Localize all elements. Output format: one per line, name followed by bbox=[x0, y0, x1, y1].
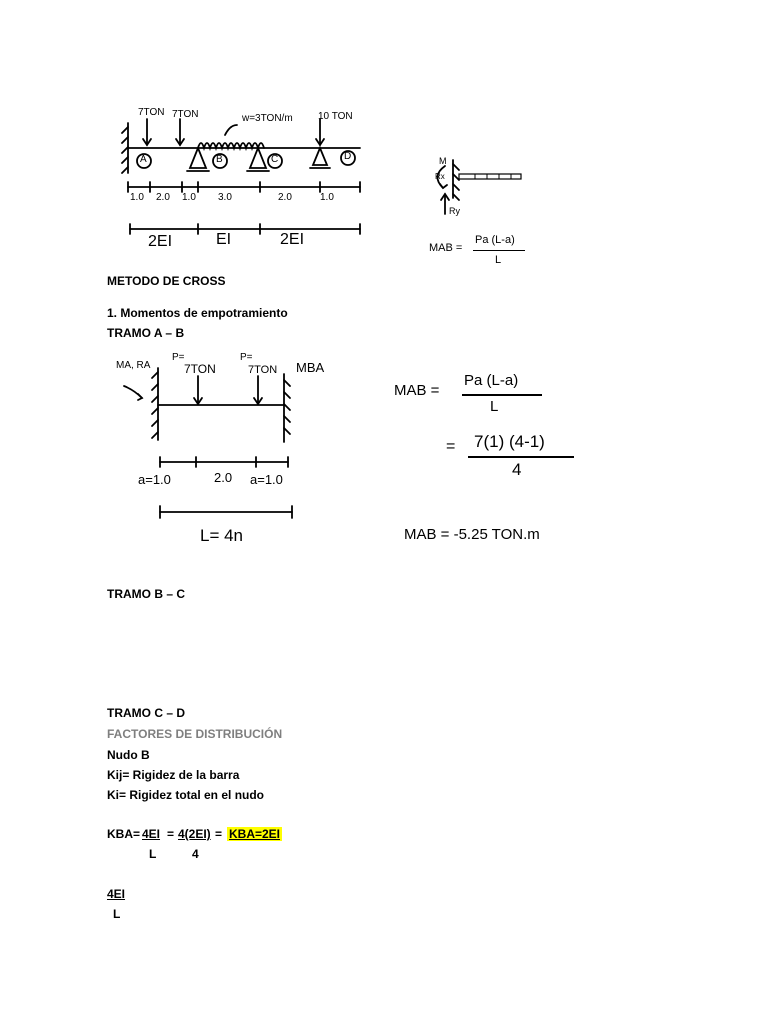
ab-calc-bar1 bbox=[462, 394, 542, 396]
cantilever-sketch bbox=[425, 150, 545, 275]
ab-p1-value: 7TON bbox=[184, 362, 216, 376]
ab-mid: 2.0 bbox=[214, 470, 233, 485]
cantilever-formula-den: L bbox=[495, 254, 502, 266]
cantilever-formula-lhs: MAB = bbox=[429, 242, 463, 254]
stiffness-ab: 2EI bbox=[148, 233, 173, 250]
tramo-ab-sketch bbox=[112, 350, 342, 550]
load-b-label: 7TON bbox=[172, 109, 199, 120]
ab-mab-label: MA, RA bbox=[116, 360, 151, 371]
stiffness-cd: 2EI bbox=[280, 231, 305, 248]
ab-a2: a=1.0 bbox=[250, 472, 283, 487]
kij-definition: Kij= Rigidez de la barra bbox=[107, 768, 240, 782]
kba-lhs: KBA= bbox=[107, 827, 141, 841]
m-label: M bbox=[439, 156, 447, 166]
kba-den2: 4 bbox=[192, 847, 199, 861]
page-heading: METODO DE CROSS bbox=[107, 274, 226, 288]
ab-length: L= 4n bbox=[200, 526, 244, 545]
kba-num1: 4EI bbox=[142, 827, 161, 841]
tramo-cd-heading: TRAMO C – D bbox=[107, 706, 185, 720]
load-w-label: w=3TON/m bbox=[242, 113, 293, 124]
ab-mba-label: MBA bbox=[296, 360, 325, 375]
ab-a1: a=1.0 bbox=[138, 472, 171, 487]
load-d-label: 10 TON bbox=[318, 111, 353, 122]
kba-num2: 4(2EI) bbox=[178, 827, 211, 841]
dim-1: 1.0 bbox=[130, 192, 144, 203]
tramo-ab-heading: TRAMO A – B bbox=[107, 326, 185, 340]
cantilever-fraction-bar bbox=[473, 250, 525, 251]
rx-label: Rx bbox=[435, 172, 445, 181]
dim-3: 1.0 bbox=[182, 192, 196, 203]
ab-calc-den2: 4 bbox=[512, 460, 522, 479]
ab-calc-lhs1: MAB = bbox=[394, 382, 440, 399]
ab-calc-bar2 bbox=[468, 456, 574, 458]
dim-6: 1.0 bbox=[320, 192, 334, 203]
dim-5: 2.0 bbox=[278, 192, 292, 203]
node-c-label: C bbox=[271, 154, 279, 165]
ab-p2-value: 7TON bbox=[248, 364, 278, 376]
kba-eq2: = bbox=[215, 827, 223, 841]
bottom-fraction-num: 4EI bbox=[107, 887, 126, 901]
ry-label: Ry bbox=[449, 206, 460, 216]
node-d-label: D bbox=[344, 151, 352, 162]
cantilever-formula-num: Pa (L-a) bbox=[475, 234, 515, 246]
ab-calc-eq2: = bbox=[446, 438, 456, 455]
node-b-label: B bbox=[216, 154, 223, 165]
kba-result-highlight: KBA=2EI bbox=[229, 827, 281, 841]
ab-calc-num1: Pa (L-a) bbox=[464, 372, 519, 389]
dim-2: 2.0 bbox=[156, 192, 170, 203]
kba-eq1: = bbox=[167, 827, 175, 841]
load-a-label: 7TON bbox=[138, 107, 165, 118]
ab-calc-result: MAB = -5.25 TON.m bbox=[404, 526, 540, 543]
nudo-b-heading: Nudo B bbox=[107, 748, 150, 762]
ki-definition: Ki= Rigidez total en el nudo bbox=[107, 788, 265, 802]
ab-calc-den1: L bbox=[490, 398, 499, 415]
top-beam-sketch bbox=[120, 105, 370, 265]
ab-p2-label: P= bbox=[240, 352, 253, 363]
stiffness-bc: EI bbox=[216, 231, 232, 248]
kba-den1: L bbox=[149, 847, 157, 861]
bottom-fraction-den: L bbox=[113, 907, 121, 921]
tramo-ab-calculation bbox=[390, 370, 610, 550]
node-a-label: A bbox=[140, 154, 147, 165]
section-momentos: 1. Momentos de empotramiento bbox=[107, 306, 288, 320]
ab-p1-label: P= bbox=[172, 352, 185, 363]
ab-calc-num2: 7(1) (4-1) bbox=[474, 432, 545, 451]
factores-heading: FACTORES DE DISTRIBUCIÓN bbox=[107, 727, 283, 741]
dim-4: 3.0 bbox=[218, 192, 232, 203]
tramo-bc-heading: TRAMO B – C bbox=[107, 587, 185, 601]
